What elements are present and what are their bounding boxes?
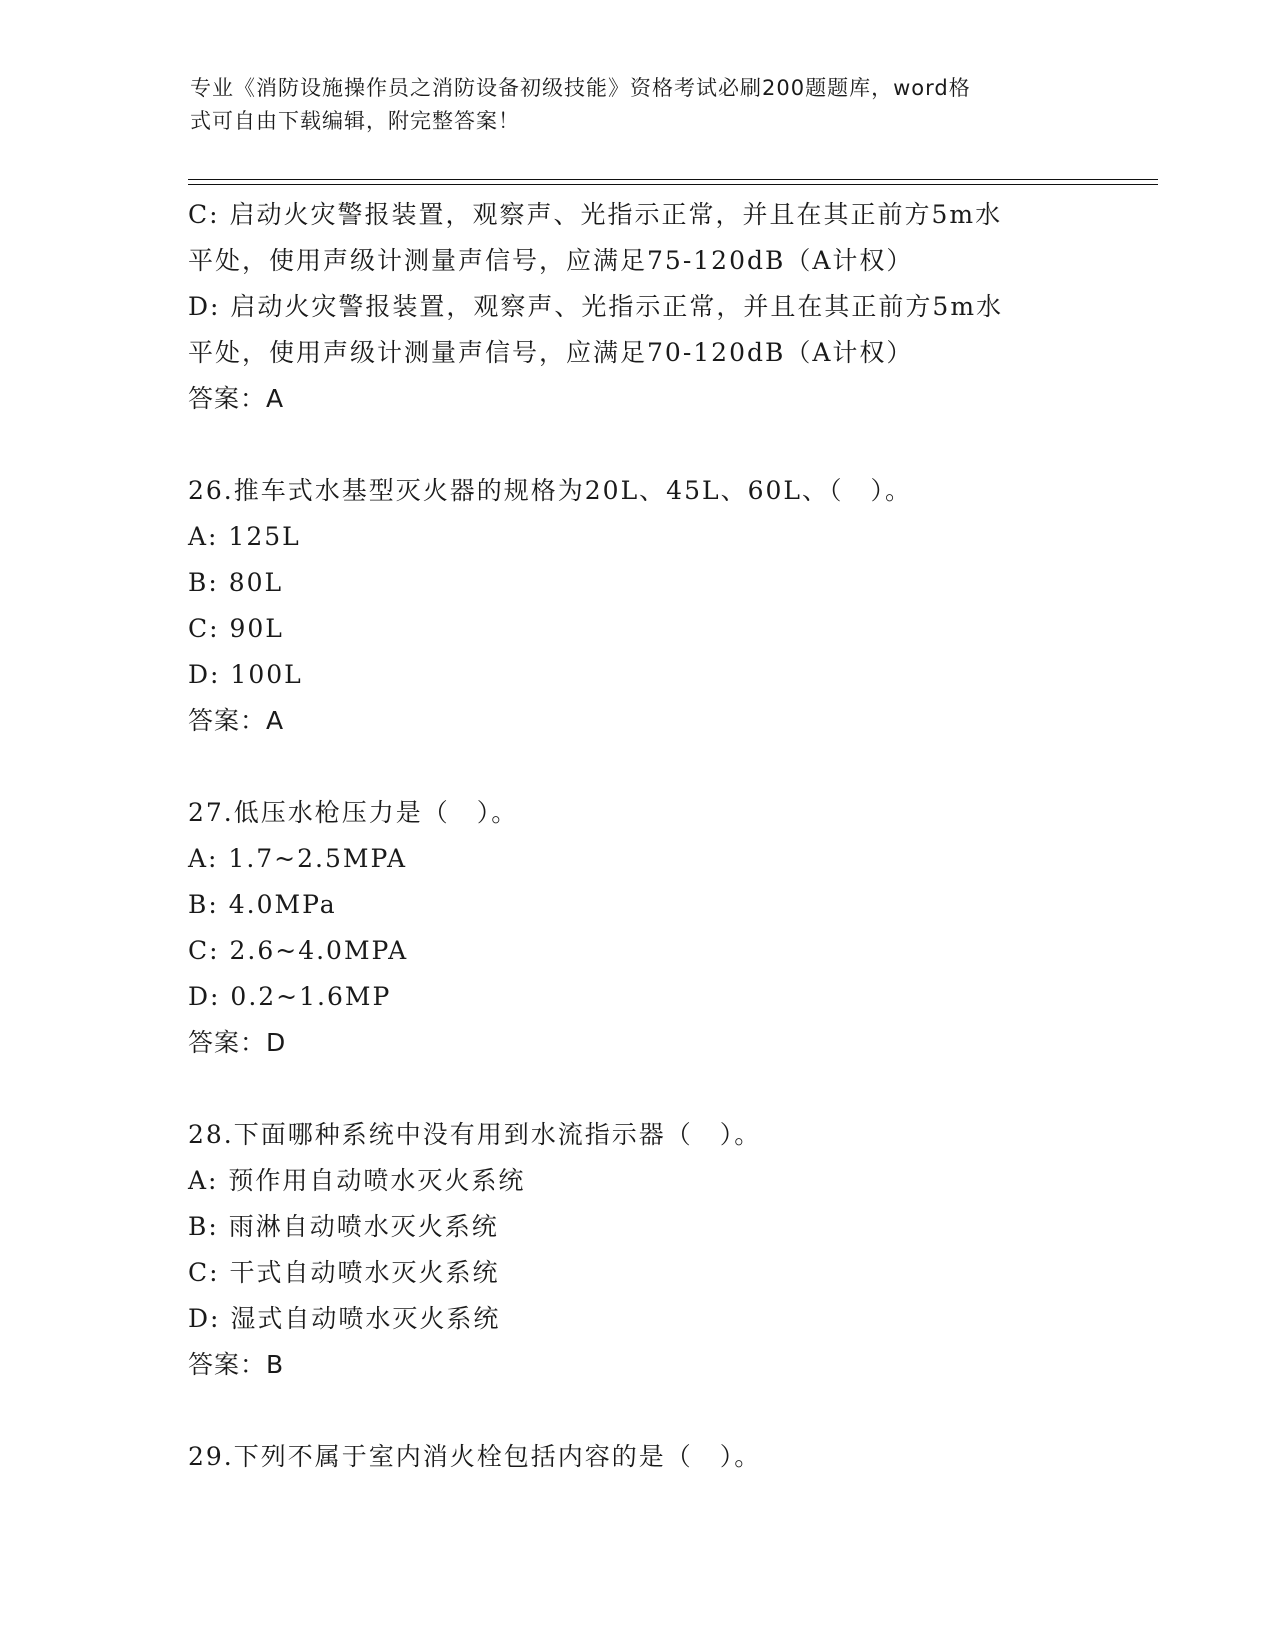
question-29 [188,1434,1088,1480]
option-d: D: 湿式自动喷水灭火系统 [188,1304,501,1333]
question-text: 27.低压水枪压力是（ ）。 [188,798,519,827]
option-c: C: 2.6~4.0MPA [188,936,409,965]
answer-27: 答案：D [188,1028,287,1057]
option-c: C: 90L [188,614,284,643]
option-a: A: 125L [188,522,301,551]
header-line-2: 式可自由下载编辑，附完整答案！ [190,109,520,133]
answer-28: 答案：B [188,1350,285,1379]
option-d-line-2: 平处，使用声级计测量声信号，应满足70-120dB（A计权） [188,338,914,367]
option-b: B: 雨淋自动喷水灭火系统 [188,1212,499,1241]
option-a: A: 预作用自动喷水灭火系统 [188,1166,526,1195]
option-d: D: 0.2~1.6MP [188,982,392,1011]
question-text: 28.下面哪种系统中没有用到水流指示器（ ）。 [188,1120,762,1149]
document-header [190,72,1090,138]
option-b: B: 4.0MPa [188,890,337,919]
option-d: D: 100L [188,660,303,689]
question-text: 26.推车式水基型灭火器的规格为20L、45L、60L、（ ）。 [188,476,912,505]
option-b: B: 80L [188,568,284,597]
question-list [188,192,1088,1480]
answer-25: 答案：A [188,384,285,413]
answer-26: 答案：A [188,706,285,735]
header-line-1: 专业《消防设施操作员之消防设备初级技能》资格考试必刷200题题库，word格 [190,76,971,100]
question-26 [188,468,1088,744]
question-25-continuation [188,192,1088,422]
option-d-line-1: D: 启动火灾警报装置，观察声、光指示正常，并且在其正前方5m水 [188,292,1004,321]
header-divider-bottom [188,184,1158,185]
question-27 [188,790,1088,1066]
question-28 [188,1112,1088,1388]
question-text: 29.下列不属于室内消火栓包括内容的是（ ）。 [188,1442,762,1471]
header-divider-top [188,179,1158,180]
option-c: C: 干式自动喷水灭火系统 [188,1258,500,1287]
option-c-line-1: C: 启动火灾警报装置，观察声、光指示正常，并且在其正前方5m水 [188,200,1003,229]
option-c-line-2: 平处，使用声级计测量声信号，应满足75-120dB（A计权） [188,246,914,275]
option-a: A: 1.7~2.5MPA [188,844,408,873]
